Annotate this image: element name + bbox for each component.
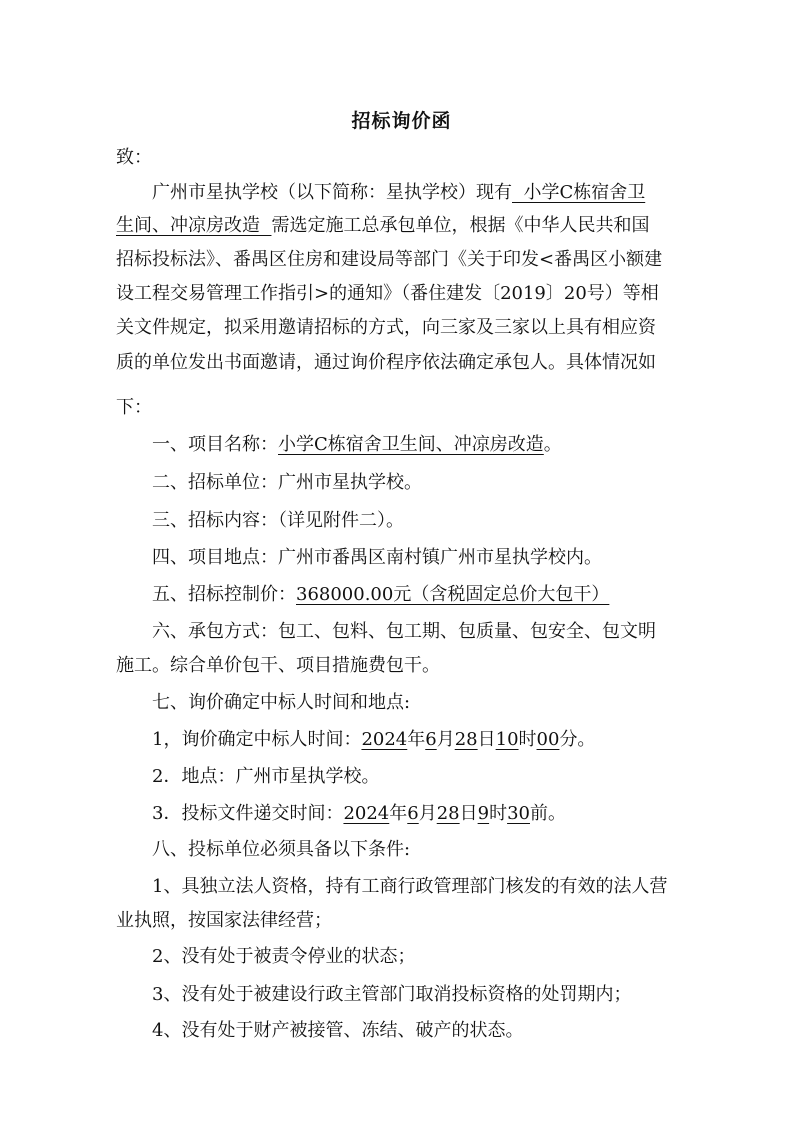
- requirement-4: 4、没有处于财产被接管、冻结、破产的状态。: [152, 1020, 524, 1041]
- submission-hour-unit: 时: [489, 803, 508, 824]
- item-label: 一、项目名称：: [152, 434, 278, 455]
- intro-line-4: 设工程交易管理工作指引>的通知》（番住建发〔2019〕20号）等相: [116, 283, 659, 304]
- item-contract-method-2: 施工。综合单价包干、项目措施费包干。: [116, 655, 440, 676]
- intro-text: 需选定施工总承包单位，根据《中华人民共和国: [271, 215, 650, 236]
- award-month-unit: 月: [436, 729, 455, 750]
- requirement-1-line-2: 业执照，按国家法律经营；: [116, 910, 332, 931]
- award-year: 2024: [361, 729, 408, 750]
- award-day: 28: [454, 729, 478, 750]
- item-time-place-heading: 七、询价确定中标人时间和地点:: [152, 692, 411, 713]
- intro-text: 广州市星执学校（以下简称：星执学校）现有: [152, 182, 512, 203]
- item-contract-method-1: 六、承包方式：包工、包料、包工期、包质量、包安全、包文明: [152, 621, 656, 642]
- item-submission-time: [152, 802, 566, 826]
- submission-minute-unit: 前。: [529, 803, 566, 824]
- award-month: 6: [425, 729, 437, 750]
- item-requirements-heading: 八、投标单位必须具备以下条件:: [152, 839, 411, 860]
- submission-year: 2024: [343, 803, 390, 824]
- submission-month: 6: [407, 803, 419, 824]
- award-hour-unit: 时: [518, 729, 537, 750]
- intro-line-1: [152, 181, 645, 205]
- award-hour: 10: [495, 729, 519, 750]
- award-day-unit: 日: [477, 729, 496, 750]
- requirement-3: 3、没有处于被建设行政主管部门取消投标资格的处罚期内；: [152, 984, 632, 1005]
- submission-day: 28: [436, 803, 460, 824]
- submission-time-label: 3．投标文件递交时间：: [152, 803, 344, 824]
- item-tender-content: 三、招标内容：（详见附件二）。: [152, 510, 404, 531]
- award-minute-unit: 分。: [559, 729, 596, 750]
- submission-day-unit: 日: [459, 803, 478, 824]
- project-name-underlined: 小学C栋宿舍卫: [512, 182, 646, 203]
- item-award-place: 2．地点：广州市星执学校。: [152, 766, 380, 787]
- intro-line-2: [116, 214, 649, 238]
- intro-line-5: 关文件规定，拟采用邀请招标的方式，向三家及三家以上具有相应资: [116, 317, 656, 338]
- award-time-label: 1，询价确定中标人时间：: [152, 729, 362, 750]
- item-label: 五、招标控制价：: [152, 584, 296, 605]
- submission-month-unit: 月: [418, 803, 437, 824]
- item-project-location: 四、项目地点：广州市番禺区南村镇广州市星执学校内。: [152, 547, 602, 568]
- salutation: 致：: [116, 147, 152, 168]
- project-name-underlined-cont: 生间、冲凉房改造: [116, 215, 272, 236]
- item-control-price: [152, 583, 609, 607]
- control-price-value: 368000.00元（含税固定总价大包干）: [296, 584, 610, 605]
- submission-year-unit: 年: [389, 803, 408, 824]
- intro-line-7: 下：: [116, 397, 152, 418]
- item-value: 小学C栋宿舍卫生间、冲凉房改造: [278, 434, 544, 455]
- item-tender-unit: 二、招标单位：广州市星执学校。: [152, 472, 422, 493]
- item-award-time: [152, 728, 595, 752]
- item-project-name: [152, 433, 562, 457]
- requirement-2: 2、没有处于被责令停业的状态；: [152, 946, 416, 967]
- intro-line-3: 招标投标法》、番禺区住房和建设局等部门《关于印发<番禺区小额建: [116, 249, 663, 270]
- document-title: 招标询价函: [351, 110, 452, 132]
- item-end: 。: [543, 434, 562, 455]
- submission-hour: 9: [477, 803, 490, 824]
- award-year-unit: 年: [407, 729, 426, 750]
- requirement-1-line-1: 1、具独立法人资格，持有工商行政管理部门核发的有效的法人营: [152, 876, 668, 897]
- submission-minute: 30: [507, 803, 530, 824]
- award-minute: 00: [536, 729, 560, 750]
- intro-line-6: 质的单位发出书面邀请，通过询价程序依法确定承包人。具体情况如: [116, 352, 656, 373]
